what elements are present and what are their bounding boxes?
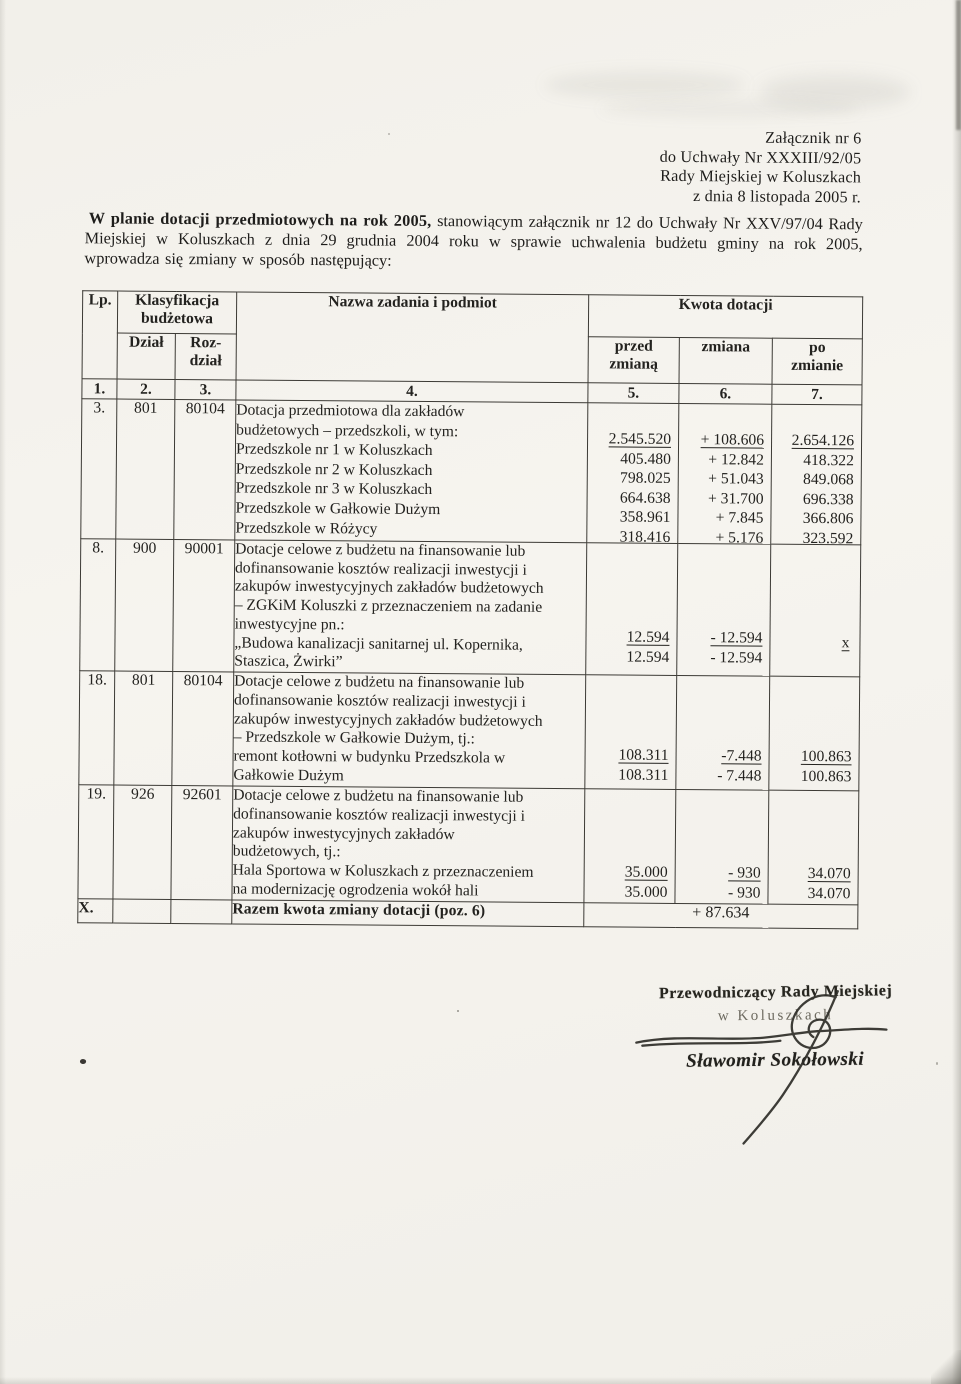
header-lp: Lp. [82,291,118,379]
amount: 418.322 [803,451,854,469]
cell-zmiana [678,403,772,547]
header-dzial: Dział [117,333,175,379]
cell-rozdzial: 80104 [174,399,236,539]
column-number: 2. [117,379,175,399]
amount: + 108.606 [700,431,765,449]
column-number: 7. [772,384,862,405]
cell-po-zmianie [771,404,862,548]
amount: 2.654.126 [791,431,855,450]
task-line: – Przedszkole w Gałkowie Dużym, tj.: [233,728,475,748]
cell-lp: 18. [79,671,115,785]
task-line: Przedszkole nr 3 w Koluszkach [235,479,433,499]
cell-task-name [235,400,588,543]
signature-block [621,977,928,1164]
amount: 358.961 [619,508,671,527]
cell-rozdzial: 90001 [173,539,235,671]
scan-corner-shadow [931,1350,961,1384]
cell-task-name [233,672,586,789]
ink-speck [457,1010,459,1012]
amount: - 12.594 [710,629,763,647]
cell-po-zmianie [770,544,861,677]
amount: - 12.594 [710,648,763,667]
cell-empty [113,899,171,923]
amount: 323.592 [802,529,854,548]
cell-lp: 8. [80,539,116,671]
header-rozdzial-line: Roz- [190,334,222,352]
cell-rozdzial: 80104 [172,671,234,785]
intro-paragraph [84,208,862,273]
header-kwota: Kwota dotacji [588,295,862,339]
amount: 35.000 [624,883,668,901]
task-line: Gałkowie Dużym [233,766,344,785]
scan-edge-right [952,0,961,1384]
amount: 35.000 [624,863,668,881]
amount: 366.806 [802,510,854,528]
cell-dzial: 926 [113,785,172,899]
amount: + 5.176 [715,529,764,547]
table-row [80,539,861,677]
total-amount: + 87.634 [584,903,858,929]
amount: - 930 [727,883,761,902]
amount: 2.545.520 [608,430,672,448]
task-line: Przedszkole nr 2 w Koluszkach [235,460,433,479]
cell-dzial: 900 [115,539,174,671]
attachment-header-line: Załącznik nr 6 [765,128,862,148]
task-line: zakupów inwestycyjnych zakładów [232,824,455,843]
task-line: remont kotłowni w budynku Przedszkola w [233,747,506,767]
task-line: Przedszkole w Gałkowie Dużym [235,499,441,519]
amount: 108.311 [618,766,669,784]
scan-edge-left [0,0,6,1384]
table-row [81,399,862,545]
cell-przed-zmiana [584,789,676,903]
intro-body: stanowiącym załącznik nr 12 do Uchwały Nr XXV/97/04 Rady Miejskiej w Koluszkach z dnia 29 grudnia 2004 roku w sprawie uchwalenia budżetu gminy na rok 2005, wprowadza się zmiany w sposób następujący: [84,211,863,270]
cell-dzial: 801 [116,399,175,539]
amount: 696.338 [802,490,854,509]
table-row [78,785,859,905]
attachment-header-line: do Uchwały Nr XXXIII/92/05 [659,147,862,167]
stamp-subtitle: w Koluszkach [717,1007,834,1025]
task-line: dofinansowanie kosztów realizacji inwestycji i [233,691,526,711]
task-line: Dotacje celowe z budżetu na finansowanie lub [233,786,524,806]
cell-task-name [232,786,585,903]
amount: 405.480 [620,450,671,468]
amount: + 51.043 [708,470,764,488]
task-line: – ZGKiM Koluszki z przeznaczeniem na zadanie [234,596,543,616]
budget-table [77,290,863,929]
total-label: Razem kwota zmiany dotacji (poz. 6) [232,900,584,927]
cell-lp: 19. [78,785,114,899]
header-zmiana: zmiana [679,337,772,384]
header-przed-line: zmianą [609,355,658,373]
amount: 12.594 [626,648,670,666]
column-number: 5. [588,383,679,404]
amount: + 7.845 [715,509,764,527]
task-line: dofinansowanie kosztów realizacji inwestycji i [234,559,527,579]
stamp-signed-name: Sławomir Sokołowski [686,1048,865,1072]
amount: - 7.448 [717,766,762,785]
cell-zmiana [677,543,771,676]
header-nazwa: Nazwa zadania i podmiot [236,292,589,383]
cell-lp: X. [78,899,113,923]
header-rozdzial [175,334,236,380]
header-przed-zmiana [588,337,679,384]
attachment-header [659,128,861,208]
task-line: na modernizację ogrodzenia wokół hali [232,880,479,900]
header-po-line: zmianie [791,356,844,375]
attachment-header-line: Rady Miejskiej w Koluszkach [660,166,862,187]
header-po-line: po [808,338,826,357]
task-line: Dotacje celowe z budżetu na finansowanie lub [234,672,525,692]
header-przed-line: przed [614,337,653,355]
task-line: budżetowych – przedszkoli, w tym: [236,421,459,440]
amount: 100.863 [800,747,852,766]
attachment-header-line: z dnia 8 listopada 2005 r. [692,186,862,207]
cell-po-zmianie [769,676,860,791]
cell-przed-zmiana [587,403,679,544]
header-klasyfikacja [117,291,236,334]
amount: 798.025 [620,469,671,488]
cell-dzial: 801 [114,671,173,785]
column-number: 1. [82,379,117,399]
task-line: Przedszkole w Różycy [235,519,378,538]
amount: 100.863 [800,767,852,785]
cell-przed-zmiana [586,543,678,676]
task-line: Przedszkole nr 1 w Koluszkach [235,440,433,460]
cell-rozdzial: 92601 [171,785,233,899]
task-line: Staszica, Żwirki” [234,652,343,671]
task-line: Dotacje celowe z budżetu na finansowanie lub [235,540,526,560]
amount: 34.070 [807,864,851,883]
scan-edge-bottom [0,1377,961,1384]
table-header-row-1 [82,291,862,339]
amount: 849.068 [803,471,854,489]
task-line: zakupów inwestycyjnych zakładów budżetowych [234,577,544,598]
table-row [79,671,860,791]
task-line: Dotacja przedmiotowa dla zakładów [236,401,465,421]
ink-speck [936,1062,938,1065]
task-line: budżetowych, tj.: [232,842,341,861]
column-number: 4. [236,380,588,403]
amount: -7.448 [721,747,762,765]
intro-lead-bold: W planie dotacji przedmiotowych na rok 2005, [88,208,432,231]
column-number: 6. [679,383,772,404]
task-line: Hala Sportowa w Koluszkach z przeznaczeniem [232,861,534,882]
cell-lp: 3. [81,399,117,539]
header-rozdzial-line: dział [189,352,222,370]
stamp-title: Przewodniczący Rady Miejskiej [658,982,893,1003]
cell-zmiana [675,789,769,904]
amount: + 12.842 [708,450,764,469]
amount: 108.311 [618,746,669,764]
amount: 34.070 [807,884,851,902]
amount: + 31.700 [707,489,764,508]
task-line: inwestycyjne pn.: [234,615,345,634]
amount: - 930 [728,864,761,882]
task-line: zakupów inwestycyjnych zakładów budżetowych [233,710,543,730]
ink-speck [388,133,390,135]
scan-edge-right-top [956,0,961,130]
header-klasyfikacja-line: Klasyfikacja [135,291,220,310]
cell-zmiana [676,675,770,790]
cell-empty [171,899,232,923]
task-line: dofinansowanie kosztów realizacji inwestycji i [233,805,526,825]
cell-po-zmianie [768,790,859,904]
amount: 664.638 [619,489,671,507]
signature-scrawl [621,977,928,1164]
column-number: 3. [175,379,236,399]
header-po-zmianie [772,338,862,385]
cell-task-name [234,540,587,675]
amount: 12.594 [626,628,670,646]
task-line: „Budowa kanalizacji sanitarnej ul. Kopernika, [234,633,523,654]
amount: 318.416 [619,528,671,546]
header-klasyfikacja-line: budżetowa [140,309,214,328]
amount: x [841,634,850,652]
cell-przed-zmiana [585,675,677,790]
